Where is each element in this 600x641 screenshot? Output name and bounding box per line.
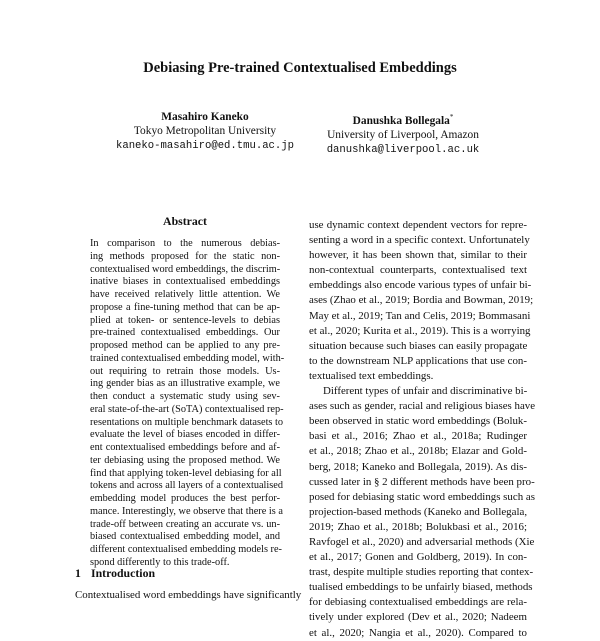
author-name: Masahiro Kaneko bbox=[161, 111, 249, 123]
author-footnote-marker: * bbox=[449, 113, 454, 121]
abstract-line: tokens and across all layers of a contextualised bbox=[90, 480, 284, 492]
paragraph-line: et al., 2018; Zhao et al., 2018b; Elazar and Gold- bbox=[309, 445, 527, 458]
paragraph-line: posed for debiasing static word embeddings such as bbox=[309, 490, 535, 503]
paragraph-line: tualised embeddings to be unfairly biased, methods bbox=[309, 581, 533, 594]
section-number: 1 bbox=[75, 566, 81, 580]
abstract-line: propose a fine-tuning method that can be ap- bbox=[90, 301, 280, 313]
abstract-line: mance. Interestingly, we observe that there is a bbox=[90, 505, 283, 517]
abstract-line: find that applying token-level debiasing for all bbox=[90, 467, 282, 479]
abstract-line: evaluate the level of biases encoded in differ- bbox=[90, 429, 280, 441]
paragraph-line: berg, 2018; Kaneko and Bollegala, 2019). As dis- bbox=[309, 460, 527, 473]
paragraph-line: non-contextual counterparts, contextualised text bbox=[309, 264, 527, 277]
abstract-line: biased contextualised embedding model, and bbox=[90, 531, 280, 543]
paragraph-line: et al., 2017; Gonen and Goldberg, 2019). In con- bbox=[309, 551, 527, 564]
abstract-line: eral state-of-the-art (SoTA) contextualised rep- bbox=[90, 403, 284, 415]
paragraph-line: however, it has been shown that, similar to their bbox=[309, 249, 527, 262]
paragraph-line: to the downstream NLP applications that use con- bbox=[309, 354, 527, 367]
paragraph-line: embeddings also encode various types of unfair bi- bbox=[309, 279, 532, 292]
paragraph-line: Ravfogel et al., 2020) and adversarial methods (Xie bbox=[309, 535, 535, 548]
section-heading-introduction bbox=[75, 566, 155, 581]
abstract-line: then conduct a systematic study using sev- bbox=[90, 391, 280, 402]
paragraph-line: been observed in static word embeddings (Boluk- bbox=[309, 415, 527, 428]
paragraph-line: cussed later in § 2 different methods have been pro- bbox=[309, 475, 535, 488]
author-block-1 bbox=[95, 110, 315, 153]
paragraph-line: et al., 2020; Nangia et al., 2020). Compared to bbox=[309, 626, 527, 639]
abstract-line: ing gender bias as an illustrative example, we bbox=[90, 378, 280, 390]
paragraph-line: for debiasing contextualised embeddings are rela- bbox=[309, 596, 527, 609]
abstract-line: trained contextualised embedding model, with- bbox=[90, 352, 285, 364]
abstract-line: have received relatively little attention. We bbox=[90, 289, 280, 300]
paragraph-line: May et al., 2019; Tan and Celis, 2019; Bommasani bbox=[309, 309, 531, 322]
abstract-line: contextualised word embeddings, the discrim- bbox=[90, 263, 281, 275]
abstract-line: embedding model produces the best perfor- bbox=[90, 493, 280, 504]
author-name-text: Danushka Bollegala bbox=[352, 114, 450, 127]
paragraph-line: Different types of unfair and discriminative bi- bbox=[323, 385, 528, 398]
paper-title: Debiasing Pre-trained Contextualised Embeddings bbox=[143, 60, 457, 76]
paragraph-line: trast, despite multiple studies reporting that contex- bbox=[309, 566, 534, 579]
author-block-2 bbox=[303, 110, 503, 157]
paragraph-line: basi et al., 2016; Zhao et al., 2018a; Rudinger bbox=[309, 430, 527, 443]
paragraph-line: projection-based methods (Kaneko and Bollegala, bbox=[309, 505, 528, 518]
abstract-line: In comparison to the numerous debias- bbox=[90, 238, 280, 249]
abstract-line: trade-off between creating an accurate vs. un- bbox=[90, 518, 280, 530]
abstract-line: resentations on multiple benchmark datasets to bbox=[90, 416, 284, 428]
abstract-line: inative biases in contextualised embeddings bbox=[90, 276, 280, 288]
abstract-line: ent contextualised embeddings before and af- bbox=[90, 442, 280, 453]
abstract-line: out requiring to retrain those models. Us- bbox=[90, 365, 280, 377]
author-email: kaneko-masahiro@ed.tmu.ac.jp bbox=[115, 139, 294, 152]
author-name bbox=[303, 110, 503, 128]
paragraph-line: tively under explored (Dev et al., 2020; Nadeem bbox=[309, 611, 527, 624]
introduction-text: Contextualised word embeddings have significantly bbox=[75, 589, 302, 601]
abstract-line: pre-trained contextualised embeddings. Our bbox=[90, 327, 280, 339]
abstract-body bbox=[90, 238, 285, 570]
paragraph-line: 2019; Zhao et al., 2018b; Bolukbasi et al., 2016; bbox=[309, 520, 527, 533]
abstract-line: proposed method can be applied to any pre- bbox=[90, 340, 280, 351]
author-affiliation: University of Liverpool, Amazon bbox=[327, 129, 479, 142]
paragraph-line: textualised text embeddings. bbox=[309, 369, 434, 382]
section-title: Introduction bbox=[91, 566, 156, 580]
abstract-heading: Abstract bbox=[163, 214, 207, 228]
right-column-text bbox=[309, 218, 536, 641]
author-email: danushka@liverpool.ac.uk bbox=[326, 143, 480, 156]
paragraph-line: senting a word in a specific context. Unfortunately bbox=[309, 234, 530, 247]
abstract-line: ing methods proposed for the static non- bbox=[90, 250, 280, 262]
abstract-line: different contextualised embedding models re- bbox=[90, 544, 282, 555]
paragraph-line: situation because such biases can easily propagate bbox=[309, 339, 528, 352]
paragraph-line: et al., 2020; Kurita et al., 2019). This is a worrying bbox=[309, 324, 531, 337]
abstract-line: ter debiasing using the proposed method. We bbox=[90, 454, 280, 466]
abstract-line: spond differently to this trade-off. bbox=[90, 556, 230, 568]
paragraph-line: ases such as gender, racial and religious biases have bbox=[309, 400, 536, 413]
paragraph-line: ases (Zhao et al., 2019; Bordia and Bowman, 2019; bbox=[309, 294, 534, 307]
author-affiliation: Tokyo Metropolitan University bbox=[133, 125, 277, 138]
paragraph-line: use dynamic context dependent vectors for repre- bbox=[309, 219, 527, 231]
abstract-line: plied at token- or sentence-levels to debias bbox=[90, 314, 280, 326]
